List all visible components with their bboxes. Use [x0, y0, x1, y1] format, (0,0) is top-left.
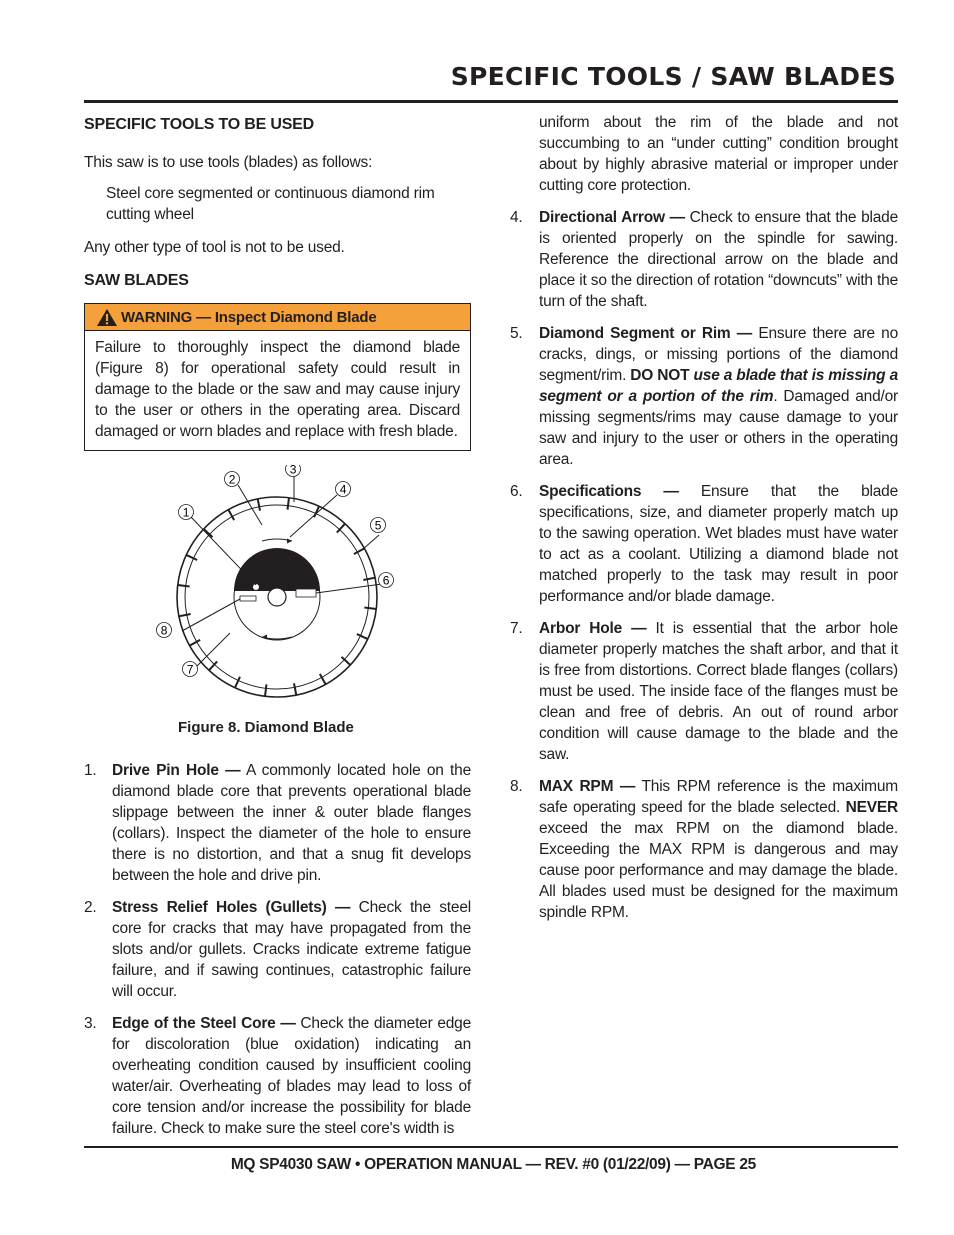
arbor-hole: [268, 588, 286, 606]
warning-box: [84, 303, 471, 451]
gullet-slot: [288, 498, 289, 510]
figure-caption: Figure 8. Diamond Blade: [178, 719, 354, 736]
page-footer: MQ SP4030 SAW • OPERATION MANUAL — REV. #0 (01/22/09) — PAGE 25: [230, 1156, 756, 1173]
gullet-slot: [363, 578, 375, 580]
tool-item: Steel core segmented or continuous diamond rim cutting wheel: [106, 185, 435, 223]
tools-intro: This saw is to use tools (blades) as follows:: [84, 154, 373, 171]
callout-3-label: 3: [289, 465, 297, 477]
left-column: [84, 112, 471, 1139]
max-rpm-label: [296, 589, 316, 597]
tools-heading: SPECIFIC TOOLS TO BE USED: [84, 116, 315, 133]
list-item-continuation: uniform about the rim of the blade and not succumbing to an “under cutting” condition brought about by highly abrasive material or improper under cutting core protection.: [539, 114, 898, 194]
callout-5-label: 5: [374, 518, 382, 533]
spec-label: [240, 596, 256, 601]
footer-rule: [84, 1146, 898, 1148]
list-item: 3. Edge of the Steel Core — Check the diameter edge for discoloration (blue oxidation) indicating an overheating condition caused by insufficient cooling water/air. Overheating of blades may lead to loss of core tension and/or increase the possibility for blade failure. Check to make sure the steel core's width is: [84, 1015, 471, 1137]
right-column: [510, 112, 898, 923]
saw-blades-heading: SAW BLADES: [84, 272, 189, 289]
gullet-slot: [258, 499, 260, 511]
gullet-slot: [364, 608, 376, 609]
callout-4-label: 4: [339, 482, 347, 497]
callout-7-label: 7: [186, 662, 194, 677]
list-item: 6. Specifications — Ensure that the blade specifications, size, and diameter properly match up to the sawing operation. Wet blades must have water to act as a coolant. Utilizing a diamond blade not matched properly to the task may result in poor performance and/or blade damage.: [510, 483, 898, 605]
gullet-slot: [265, 684, 266, 696]
tools-restriction: Any other type of tool is not to be used.: [84, 239, 345, 256]
warning-triangle-icon: [97, 309, 117, 326]
gullet-slot: [186, 555, 197, 560]
list-item: 5. Diamond Segment or Rim — Ensure there are no cracks, dings, or missing portions of the diamond segment/rim. DO NOT use a blade that is missing a segment or a portion of the rim. Damaged and/or missing segments/rims may cause damage to your saw and injury to the user or others in the operating area.: [510, 325, 898, 468]
warning-title: WARNING — Inspect Diamond Blade: [121, 308, 377, 326]
diamond-blade-diagram: [144, 465, 394, 705]
list-item: 4. Directional Arrow — Check to ensure that the blade is oriented properly on the spindle for sawing. Reference the directional arrow on the blade and place it so the direction of rotation “downcuts” with the turn of the shaft.: [510, 209, 899, 310]
callout-8-label: 8: [160, 623, 168, 638]
gullet-slot: [294, 683, 296, 695]
warning-header: [85, 304, 470, 331]
gullet-slot: [357, 634, 368, 639]
gullet-slot: [235, 677, 240, 688]
inspection-list-left: [84, 760, 471, 1139]
gullet-slot: [179, 614, 191, 616]
list-item: 7. Arbor Hole — It is essential that the arbor hole diameter properly matches the shaft arbor, and that it is free from distortions. Correct blade flanges (collars) must be used. The inside face of the flanges must be clean and free of debris. An out of round arbor condition will cause damage to the blade and the saw.: [510, 620, 898, 763]
gullet-slot: [178, 585, 190, 586]
inspection-list-right: [510, 112, 898, 923]
callout-2-label: 2: [228, 472, 236, 487]
diamond-blade-figure: [84, 465, 471, 740]
page-title: SPECIFIC TOOLS / SAW BLADES: [450, 62, 896, 91]
header-rule: [84, 100, 898, 103]
warning-body: Failure to thoroughly inspect the diamond blade (Figure 8) for operational safety could result in damage to the blade or the saw and may cause injury to the user or others in the operating area. Discard damaged or worn blades and replace with fresh blade.: [95, 339, 460, 440]
list-item: 8. MAX RPM — This RPM reference is the maximum safe operating speed for the blade selected. NEVER exceed the max RPM on the diamond blade. Exceeding the MAX RPM is dangerous and may cause poor performance and may damage the blade. All blades used must be designed for the maximum spindle RPM.: [510, 778, 898, 921]
callout-1-label: 1: [182, 505, 190, 520]
callout-6-label: 6: [382, 573, 390, 588]
list-item: 2. Stress Relief Holes (Gullets) — Check the steel core for cracks that may have propagated from the slots and/or gullets. Cracks indicate extreme fatigue failure, and if sawing continues, catastrophic failure will occur.: [84, 899, 471, 1000]
list-item: 1. Drive Pin Hole — A commonly located hole on the diamond blade core that prevents operational blade slippage between the inner & outer blade flanges (collars). Inspect the diameter of the hole to ensure there is no distortion, and that a snug fit develops between the hole and drive pin.: [84, 762, 472, 884]
